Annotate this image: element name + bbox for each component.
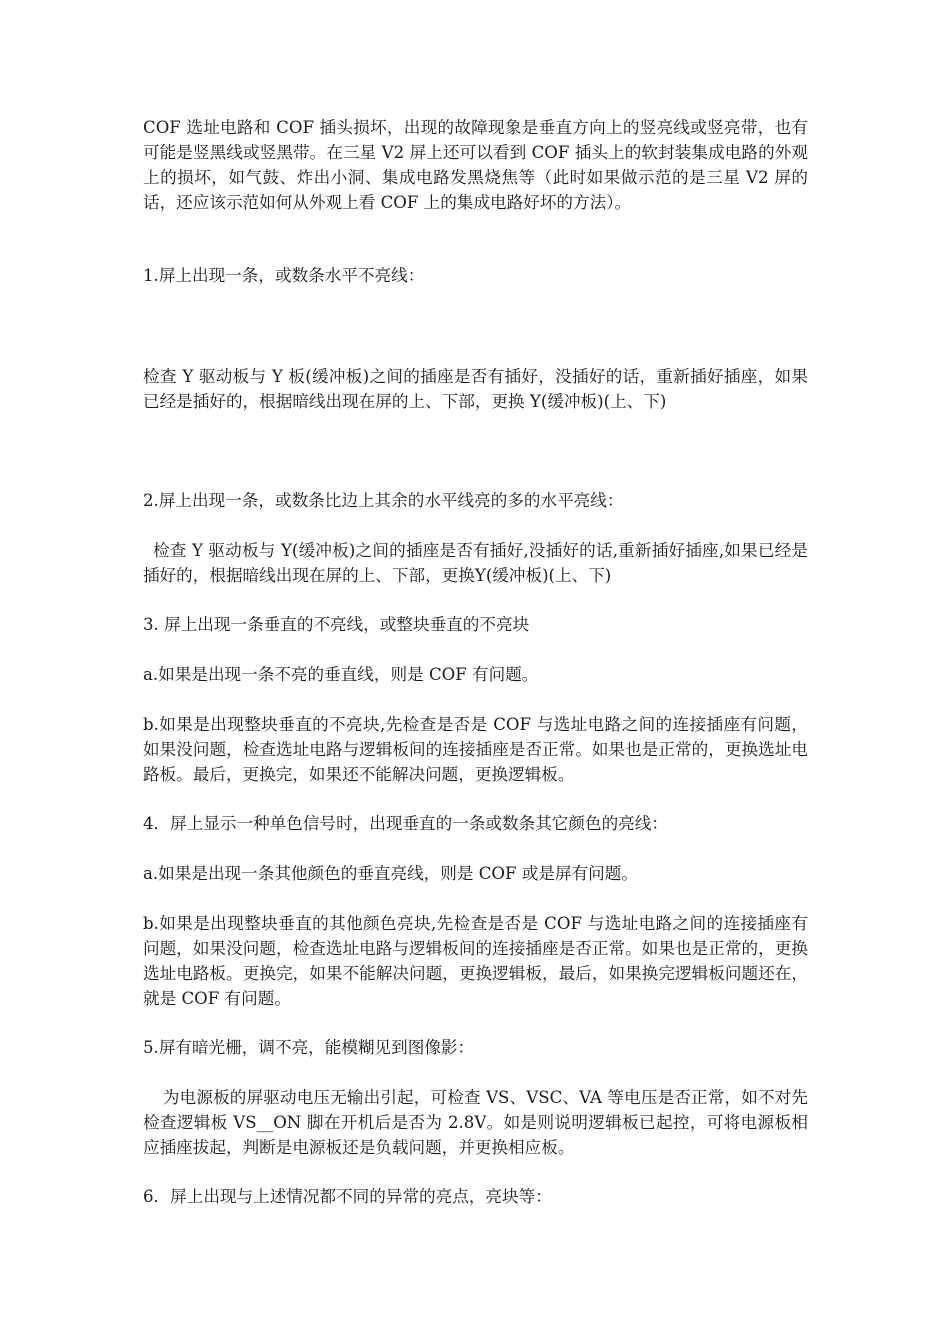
heading-item-3: 3. 屏上出现一条垂直的不亮线，或整块垂直的不亮块 — [143, 615, 530, 634]
heading-item-6: 6．屏上出现与上述情况都不同的异常的亮点，亮块等： — [143, 1187, 552, 1206]
paragraph-item-5-body: 为电源板的屏驱动电压无输出引起，可检查 VS、VSC、VA 等电压是否正常，如不对先检查逻辑板 VS__ON 脚在开机后是否为 2.8V。如是则说明逻辑板已起控，可将电源板相应插座拔起，判断是电源板还是负载问题，并更换相应板。 — [143, 1088, 808, 1157]
paragraph-item-3b: b.如果是出现整块垂直的不亮块,先检查是否是 COF 与选址电路之间的连接插座有问题，如果没问题，检查选址电路与逻辑板间的连接插座是否正常。如果也是正常的，更换选址电路板。最后，更换完，如果还不能解决问题，更换逻辑板。 — [143, 715, 808, 784]
heading-item-1: 1.屏上出现一条，或数条水平不亮线： — [143, 266, 425, 285]
heading-item-4: 4．屏上显示一种单色信号时，出现垂直的一条或数条其它颜色的亮线： — [143, 814, 668, 833]
paragraph-item-1-body: 检查 Y 驱动板与 Y 板(缓冲板)之间的插座是否有插好，没插好的话，重新插好插座，如果已经是插好的，根据暗线出现在屏的上、下部，更换 Y(缓冲板)(上、下) — [143, 367, 808, 411]
paragraph-intro: COF 选址电路和 COF 插头损坏，出现的故障现象是垂直方向上的竖亮线或竖亮带，也有可能是竖黑线或竖黑带。在三星 V2 屏上还可以看到 COF 插头上的软封装集成电路的外观上的损坏，如气鼓、炸出小洞、集成电路发黑烧焦等（此时如果做示范的是三星 V2 屏的话，还应该示范如何从外观上看 COF 上的集成电路好坏的方法）。 — [143, 118, 808, 212]
heading-item-5: 5.屏有暗光栅，调不亮，能模糊见到图像影： — [143, 1038, 475, 1057]
paragraph-item-2-body: 检查 Y 驱动板与 Y(缓冲板)之间的插座是否有插好,没插好的话,重新插好插座,如果已经是插好的，根据暗线出现在屏的上、下部，更换Y(缓冲板)(上、下) — [143, 541, 808, 585]
paragraph-item-4a: a.如果是出现一条其他颜色的垂直亮线，则是 COF 或是屏有问题。 — [143, 864, 638, 883]
paragraph-item-4b: b.如果是出现整块垂直的其他颜色亮块,先检查是否是 COF 与选址电路之间的连接插座有问题，如果没问题，检查选址电路与逻辑板间的连接插座是否正常。如果也是正常的，更换选址电路板。更换完，如果不能解决问题，更换逻辑板，最后，如果换完逻辑板问题还在，就是 COF 有问题。 — [143, 914, 808, 1008]
paragraph-item-3a: a.如果是出现一条不亮的垂直线，则是 COF 有问题。 — [143, 665, 539, 684]
heading-item-2: 2.屏上出现一条，或数条比边上其余的水平线亮的多的水平亮线： — [143, 491, 624, 510]
